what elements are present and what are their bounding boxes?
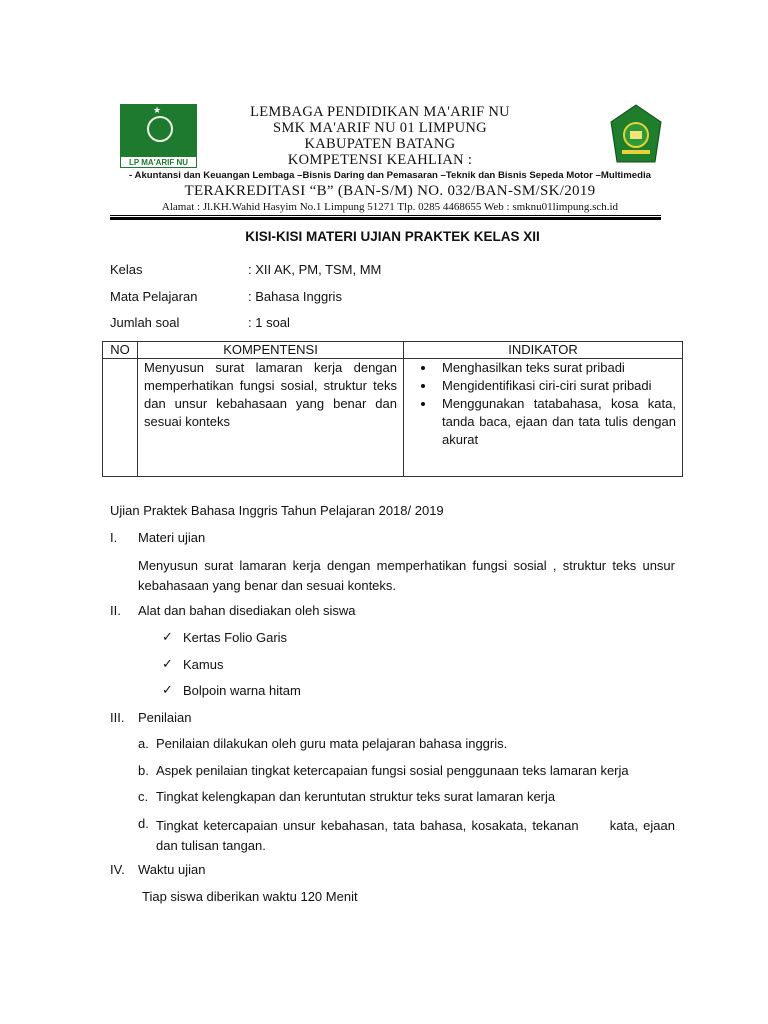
penilaian-item: Penilaian dilakukan oleh guru mata pelajaran bahasa inggris. (156, 736, 508, 751)
checkmark-icon: ✓ (162, 682, 173, 697)
waktu-text: Tiap siswa diberikan waktu 120 Menit (142, 889, 358, 904)
header-rule-thin (110, 215, 661, 216)
section-title-materi: Materi ujian (138, 530, 206, 545)
info-value-mapel: : Bahasa Inggris (248, 289, 342, 304)
section-title-alat: Alat dan bahan disediakan oleh siswa (138, 603, 356, 618)
checkmark-icon: ✓ (162, 629, 173, 644)
programs-line: - Akuntansi dan Keuangan Lembaga –Bisnis Daring dan Pemasaran –Teknik dan Bisnis Sepeda Motor –Multimedia (129, 170, 651, 181)
table-header-row (103, 342, 683, 359)
penilaian-item: Aspek penilaian tingkat ketercapaian fungsi sosial penggunaan teks lamaran kerja (156, 763, 629, 778)
list-marker: d. (138, 816, 149, 831)
address-line: Alamat : Jl.KH.Wahid Hasyim No.1 Limpung 51271 Tlp. 0285 4468655 Web : smknu01limpung.sch.id (161, 201, 619, 213)
penilaian-item: Tingkat kelengkapan dan keruntutan struktur teks surat lamaran kerja (156, 789, 556, 804)
info-label-kelas: Kelas (110, 262, 143, 277)
globe-icon (147, 116, 173, 142)
header-line-3: KABUPATEN BATANG (304, 136, 456, 152)
section-title-penilaian: Penilaian (138, 710, 192, 725)
indikator-item: • Mengidentifikasi ciri-ciri surat pribadi (436, 377, 676, 395)
penilaian-item: Tingkat ketercapaian unsur kebahasan, tata bahasa, kosakata, tekanan kata, ejaan dan tulisan tangan. (156, 818, 679, 853)
header-kompetensi: KOMPENTENSI (138, 342, 404, 359)
cell-no (103, 359, 138, 477)
alat-item: Kamus (183, 657, 224, 672)
alat-item: Bolpoin warna hitam (183, 683, 301, 698)
section-number: III. (110, 710, 125, 725)
header-no: NO (103, 342, 138, 359)
cell-kompetensi: Menyusun surat lamaran kerja dengan memperhatikan fungsi sosial, struktur teks dan unsur kebahasaan yang benar dan sesuai konteks (138, 359, 404, 477)
info-value-jumlah: : 1 soal (248, 315, 290, 330)
section-number: II. (110, 603, 121, 618)
school-emblem-logo (610, 104, 662, 166)
section-number: I. (110, 530, 118, 545)
header-rule-thick (110, 217, 661, 220)
cell-indikator (404, 359, 683, 477)
list-marker: b. (138, 763, 149, 778)
logo-caption: LP MA'ARIF NU (120, 156, 197, 168)
materi-text: Menyusun surat lamaran kerja dengan memperhatikan fungsi sosial , struktur teks unsur kebahasaan yang benar dan sesuai konteks. (138, 558, 675, 593)
header-line-2: SMK MA'ARIF NU 01 LIMPUNG (273, 120, 487, 136)
info-label-mapel: Mata Pelajaran (110, 289, 198, 304)
list-marker: a. (138, 736, 149, 751)
accreditation-line: TERAKREDITASI “B” (BAN-S/M) NO. 032/BAN-SM/SK/2019 (184, 183, 596, 199)
alat-item: Kertas Folio Garis (183, 630, 288, 645)
table-row (103, 359, 683, 477)
info-value-kelas: : XII AK, PM, TSM, MM (248, 262, 382, 277)
indikator-item: • Menggunakan tatabahasa, kosa kata, tanda baca, ejaan dan tata tulis dengan akurat (436, 395, 676, 449)
list-marker: c. (138, 789, 149, 804)
intro-text: Ujian Praktek Bahasa Inggris Tahun Pelajaran 2018/ 2019 (110, 503, 444, 518)
checkmark-icon: ✓ (162, 656, 173, 671)
info-label-jumlah: Jumlah soal (110, 315, 180, 330)
header-line-4: KOMPETENSI KEAHLIAN : (287, 152, 473, 168)
section-number: IV. (110, 862, 125, 877)
header-indikator: INDIKATOR (404, 342, 683, 359)
header-line-1: LEMBAGA PENDIDIKAN MA'ARIF NU (250, 104, 510, 120)
document-title: KISI-KISI MATERI UJIAN PRAKTEK KELAS XII (245, 229, 540, 244)
indikator-item: • Menghasilkan teks surat pribadi (436, 359, 676, 377)
star-icon: ★ (153, 105, 162, 115)
kisi-kisi-table (102, 341, 683, 477)
section-title-waktu: Waktu ujian (138, 862, 206, 877)
